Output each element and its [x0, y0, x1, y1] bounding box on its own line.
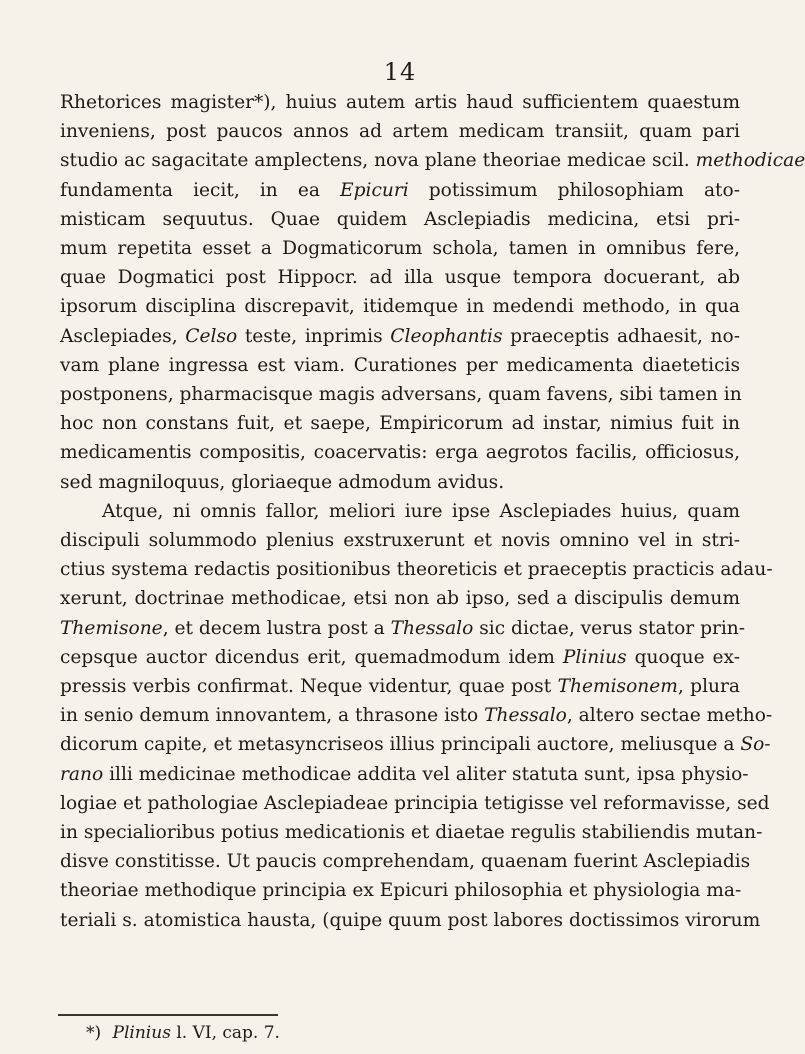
text-segment: quoque ex- [626, 646, 740, 668]
footnote [86, 1022, 280, 1044]
text-segment: discipuli solummodo plenius exstruxerunt et novis omnino vel in stri- [60, 530, 740, 552]
text-line [60, 584, 740, 613]
text-segment: sic dictae, verus stator prin- [473, 617, 746, 639]
text-line [60, 701, 773, 730]
text-line [60, 176, 740, 205]
page-number: 14 [383, 58, 417, 86]
text-segment: vam plane ingressa est viam. Curationes per medicamenta diaeteticis [60, 354, 740, 376]
text-segment: fundamenta iecit, in ea [60, 179, 341, 201]
text-segment: teriali s. atomistica hausta, (quipe quum post labores doctissimos virorum [60, 909, 761, 931]
text-line [60, 730, 771, 759]
text-segment: studio ac sagacitate amplectens, nova plane theoriae medicae scil. [60, 150, 696, 172]
text-segment: Rhetorices magister*), huius autem artis haud sufficientem quaestum [60, 92, 740, 113]
text-segment: postponens, pharmacisque magis adversans, quam favens, sibi tamen in [60, 384, 742, 406]
text-line [60, 818, 763, 847]
text-segment: dicorum capite, et metasyncriseos illius principali auctore, meliusque a [60, 734, 741, 756]
text-segment: hoc non constans fuit, et saepe, Empiricorum ad instar, nimius fuit in [60, 413, 740, 435]
text-line [60, 409, 740, 438]
text-line [60, 292, 740, 321]
italic-segment: Themisone [60, 617, 163, 639]
text-line [60, 468, 740, 497]
text-segment: disve constitisse. Ut paucis comprehendam, quaenam fuerint Asclepiadis [60, 851, 751, 873]
text-line [60, 526, 740, 555]
text-line [60, 789, 770, 818]
text-segment: inveniens, post paucos annos ad artem medicam transiit, quam pari [60, 121, 740, 143]
text-segment: potissimum philosophiam ato- [408, 179, 740, 201]
text-segment: quae Dogmatici post Hippocr. ad illa usque tempora docuerant, ab [60, 267, 740, 289]
text-segment: sed magniloquus, gloriaeque admodum avidus. [60, 471, 505, 493]
text-segment: praeceptis adhaesit, no- [502, 325, 740, 347]
text-line [60, 760, 749, 789]
italic-segment: Celso [185, 325, 238, 347]
footnote-mark: *) [86, 1023, 102, 1043]
text-segment: in specialioribus potius medicationis et diaetae regulis stabiliendis mutan- [60, 822, 763, 844]
text-line [60, 672, 740, 701]
italic-segment: Plinius [562, 646, 627, 668]
text-segment: misticam sequutus. Quae quidem Asclepiadis medicina, etsi pri- [60, 208, 740, 230]
text-line [60, 322, 740, 351]
text-line [60, 614, 746, 643]
text-segment: illi medicinae methodicae addita vel aliter statuta sunt, ipsa physio- [103, 763, 749, 785]
text-line [60, 643, 740, 672]
text-segment: ctius systema redactis positionibus theoreticis et praeceptis practicis adau- [60, 559, 773, 581]
text-line [60, 205, 740, 234]
text-line [60, 555, 773, 584]
text-segment: , et decem lustra post a [162, 617, 391, 639]
text-segment: teste, inprimis [237, 325, 391, 347]
text-line [60, 906, 761, 935]
text-segment: ipsorum disciplina discrepavit, itidemque in medendi methodo, in qua [60, 296, 740, 318]
text-segment: xerunt, doctrinae methodicae, etsi non ab ipso, sed a discipulis demum [60, 588, 740, 610]
text-line [60, 234, 740, 263]
text-segment: in senio demum innovantem, a thrasone isto [60, 705, 485, 727]
text-segment: medicamentis compositis, coacervatis: erga aegrotos facilis, officiosus, [60, 442, 740, 464]
text-line [60, 351, 740, 380]
text-line [60, 876, 740, 905]
text-segment: , plura [677, 676, 740, 698]
text-segment: pressis verbis confirmat. Neque videntur, quae post [60, 676, 558, 698]
text-segment: Atque, ni omnis fallor, meliori iure ipse Asclepiades huius, quam [102, 500, 740, 522]
text-line [60, 380, 740, 409]
text-line [60, 847, 751, 876]
text-segment: , altero sectae metho- [566, 705, 773, 727]
italic-segment: methodicae [695, 150, 805, 172]
italic-segment: So- [740, 734, 771, 756]
italic-segment: Themisonem [557, 676, 678, 698]
text-line [60, 117, 740, 146]
italic-segment: Thessalo [390, 617, 474, 639]
footnote-divider [58, 1014, 278, 1016]
italic-segment: Thessalo [484, 705, 567, 727]
italic-segment: Cleophantis [390, 325, 503, 347]
text-line [60, 438, 740, 467]
italic-segment: Epicuri [340, 179, 409, 201]
text-segment: logiae et pathologiae Asclepiadeae principia tetigisse vel reformavisse, sed [60, 792, 770, 814]
text-segment: mum repetita esset a Dogmaticorum schola, tamen in omnibus fere, [60, 238, 740, 260]
text-segment: theoriae methodique principia ex Epicuri philosophia et physiologia ma- [60, 880, 742, 902]
text-segment: cepsque auctor dicendus erit, quemadmodum idem [60, 646, 563, 668]
text-segment: Asclepiades, [60, 325, 186, 347]
text-line [60, 263, 740, 292]
italic-segment: rano [60, 763, 104, 785]
text-line [60, 88, 740, 117]
body-text [60, 88, 805, 935]
footnote-author: Plinius [112, 1023, 171, 1043]
footnote-reference: l. VI, cap. 7. [176, 1023, 280, 1043]
text-line [60, 146, 805, 175]
text-line [60, 497, 740, 526]
